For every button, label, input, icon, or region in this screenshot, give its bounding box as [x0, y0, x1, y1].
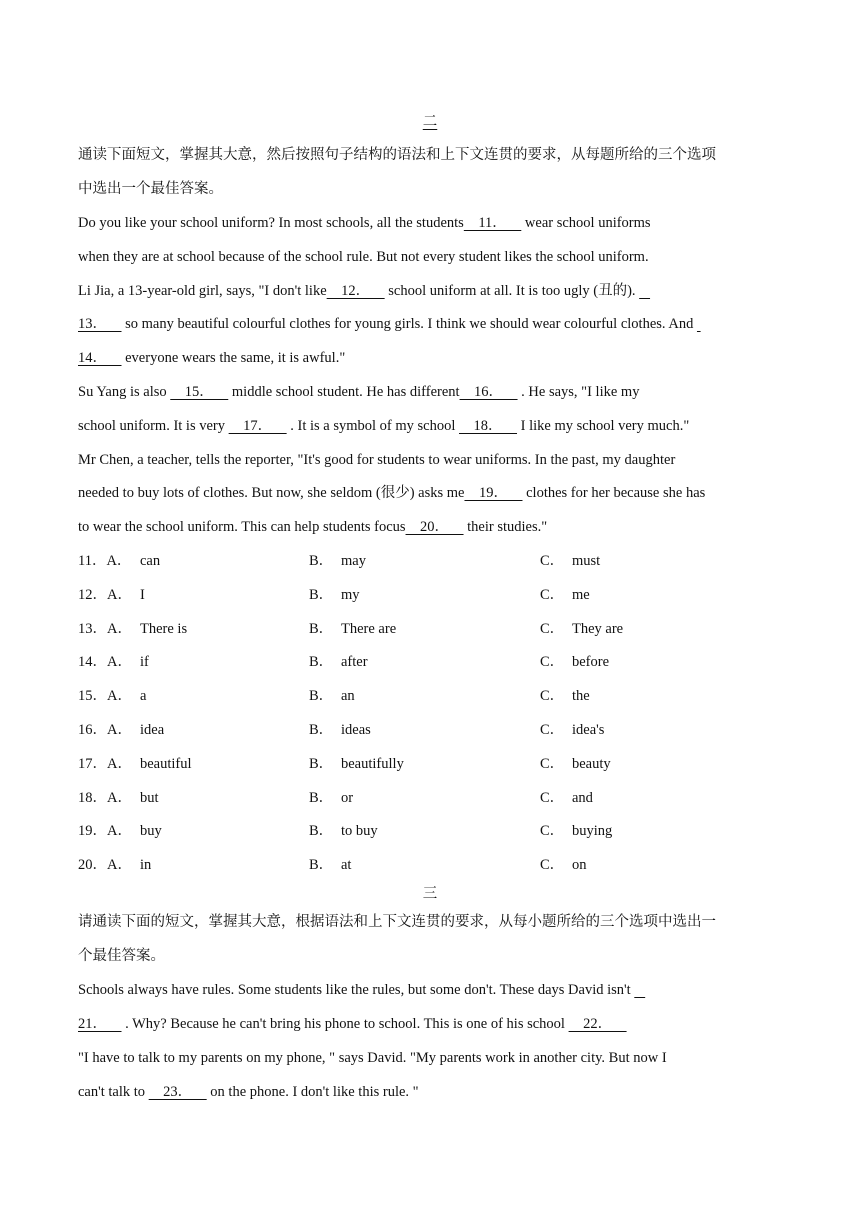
- passage-text: middle school student. He has different: [228, 384, 460, 400]
- section-3-instruction: 请通读下面的短文，掌握其大意，根据语法和上下文连贯的要求，从每小题所给的三个选项中选出一: [78, 914, 716, 930]
- option-b[interactable]: [309, 855, 351, 875]
- option-b[interactable]: [309, 619, 396, 639]
- passage-text: needed to buy lots of clothes. But now, she seldom (很少) asks me: [78, 485, 465, 502]
- section-2-passage-line: [78, 517, 547, 537]
- option-text: idea: [140, 722, 165, 738]
- option-a[interactable]: [78, 788, 159, 808]
- option-a[interactable]: [78, 821, 162, 841]
- option-text: beautiful: [140, 755, 192, 772]
- section-3-passage-line: [78, 1014, 627, 1034]
- answer-blank: 21．: [78, 1016, 122, 1032]
- option-text: at: [341, 857, 352, 874]
- option-b[interactable]: [309, 686, 355, 706]
- option-text: if: [140, 654, 149, 671]
- option-text: or: [341, 789, 354, 806]
- section-2-heading: 二: [422, 114, 438, 130]
- option-text: before: [572, 654, 610, 671]
- option-letter: B．: [309, 823, 334, 840]
- option-c[interactable]: [540, 788, 593, 808]
- option-a[interactable]: [78, 855, 151, 875]
- option-letter: B．: [309, 620, 334, 637]
- option-text: idea's: [572, 722, 605, 738]
- option-letter: C．: [540, 586, 565, 603]
- option-a[interactable]: [78, 585, 145, 605]
- option-letter: B．: [309, 857, 334, 874]
- option-text: must: [572, 553, 601, 569]
- option-letter: C．: [540, 789, 565, 806]
- passage-text: when they are at school because of the school rule. But not every student likes the school uniform.: [78, 248, 649, 265]
- section-2-passage-line: [78, 247, 649, 267]
- section-2-instruction-cont: 中选出一个最佳答案。: [78, 181, 223, 197]
- option-c[interactable]: [540, 585, 590, 605]
- section-3-passage-line: [78, 1082, 419, 1102]
- option-text: after: [341, 654, 368, 671]
- section-2-instruction: 通读下面短文，掌握其大意，然后按照句子结构的语法和上下文连贯的要求，从每题所给的三个选项: [78, 147, 716, 163]
- answer-blank: [639, 283, 650, 299]
- option-c[interactable]: [540, 619, 623, 639]
- question-number: 13．A．: [78, 620, 132, 637]
- option-b[interactable]: [309, 788, 353, 808]
- passage-text: . He says, "I like my: [517, 384, 640, 400]
- answer-blank: 16．: [459, 384, 518, 400]
- option-text: a: [140, 688, 147, 705]
- option-c[interactable]: [540, 855, 587, 875]
- option-text: buy: [140, 823, 162, 840]
- section-3-passage-line: [78, 980, 645, 1000]
- option-letter: B．: [309, 586, 334, 603]
- option-c[interactable]: [540, 686, 590, 706]
- option-text: I: [140, 586, 145, 603]
- passage-text: Li Jia, a 13-year-old girl, says, "I don't like: [78, 282, 327, 299]
- section-2-passage-line: [78, 450, 675, 470]
- section-3-instruction-cont: 个最佳答案。: [78, 948, 165, 964]
- option-letter: C．: [540, 553, 565, 569]
- answer-blank: 23．: [148, 1084, 207, 1100]
- option-text: buying: [572, 823, 613, 840]
- option-letter: C．: [540, 823, 565, 840]
- passage-text: school uniform. It is very: [78, 417, 229, 434]
- option-letter: C．: [540, 620, 565, 637]
- option-b[interactable]: [309, 754, 404, 774]
- option-text: me: [572, 586, 590, 603]
- option-text: my: [341, 586, 360, 603]
- passage-text: on the phone. I don't like this rule. ": [206, 1084, 419, 1100]
- section-2-passage-line: [78, 314, 701, 334]
- option-c[interactable]: [540, 821, 612, 841]
- section-2-passage-line: [78, 483, 705, 503]
- answer-blank: 19．: [464, 485, 523, 502]
- option-c[interactable]: [540, 652, 609, 672]
- answer-blank: 13．: [78, 316, 122, 333]
- option-text: may: [341, 553, 366, 569]
- passage-text: their studies.": [463, 519, 548, 536]
- passage-text: to wear the school uniform. This can help students focus: [78, 519, 406, 536]
- passage-text: so many beautiful colourful clothes for young girls. I think we should wear colourful clothes. And: [121, 316, 697, 333]
- passage-text: Mr Chen, a teacher, tells the reporter, "It's good for students to wear uniforms. In the past, my daughter: [78, 451, 676, 468]
- answer-blank: 11．: [463, 215, 522, 231]
- passage-text: wear school uniforms: [521, 215, 651, 231]
- question-number: 16．A．: [78, 722, 132, 738]
- section-3-heading: 三: [422, 886, 438, 902]
- option-text: in: [140, 857, 152, 874]
- answer-blank: [634, 982, 645, 998]
- section-2-passage-line: [78, 281, 650, 301]
- option-a[interactable]: [78, 619, 187, 639]
- passage-text: everyone wears the same, it is awful.": [121, 350, 346, 367]
- section-2-passage-line: [78, 348, 345, 368]
- option-a[interactable]: [78, 720, 164, 740]
- option-text: and: [572, 789, 593, 806]
- question-number: 18．A．: [78, 789, 132, 806]
- option-b[interactable]: [309, 720, 371, 740]
- option-b[interactable]: [309, 821, 378, 841]
- answer-blank: 14．: [78, 350, 122, 367]
- option-letter: B．: [309, 688, 334, 705]
- section-2-passage-line: [78, 382, 639, 402]
- option-letter: C．: [540, 755, 565, 772]
- option-letter: C．: [540, 654, 565, 671]
- option-text: ideas: [341, 722, 371, 738]
- answer-blank: 20．: [405, 519, 464, 536]
- answer-blank: 15．: [170, 384, 229, 400]
- option-text: an: [341, 688, 355, 705]
- question-number: 11．A．: [78, 553, 132, 569]
- passage-text: . It is a symbol of my school: [286, 417, 460, 434]
- option-text: to buy: [341, 823, 378, 840]
- passage-text: clothes for her because she has: [522, 485, 706, 502]
- option-c[interactable]: [540, 754, 611, 774]
- option-b[interactable]: [309, 551, 366, 571]
- option-a[interactable]: [78, 652, 149, 672]
- option-text: on: [572, 857, 587, 874]
- question-number: 12．A．: [78, 586, 132, 603]
- passage-text: "I have to talk to my parents on my phone, " says David. "My parents work in another city. But now I: [78, 1050, 667, 1066]
- option-letter: C．: [540, 722, 565, 738]
- question-number: 17．A．: [78, 755, 132, 772]
- option-letter: B．: [309, 722, 334, 738]
- question-number: 14．A．: [78, 654, 132, 671]
- answer-blank: 17．: [228, 417, 287, 434]
- option-b[interactable]: [309, 652, 368, 672]
- answer-blank: 12．: [326, 282, 385, 299]
- option-b[interactable]: [309, 585, 360, 605]
- passage-text: school uniform at all. It is too ugly (丑的).: [384, 282, 640, 299]
- passage-text: Do you like your school uniform? In most schools, all the students: [78, 215, 464, 231]
- question-number: 15．A．: [78, 688, 132, 705]
- question-number: 20．A．: [78, 857, 132, 874]
- section-2-passage-line: [78, 416, 689, 436]
- option-a[interactable]: [78, 551, 160, 571]
- option-text: the: [572, 688, 590, 705]
- option-text: but: [140, 789, 159, 806]
- section-2-passage-line: [78, 213, 651, 233]
- answer-blank: 22．: [568, 1016, 627, 1032]
- option-text: They are: [572, 620, 624, 637]
- passage-text: can't talk to: [78, 1084, 149, 1100]
- passage-text: Su Yang is also: [78, 384, 171, 400]
- option-letter: C．: [540, 857, 565, 874]
- option-text: There is: [140, 620, 188, 637]
- option-text: beautifully: [341, 755, 404, 772]
- section-3-passage-line: [78, 1048, 667, 1068]
- option-letter: B．: [309, 789, 334, 806]
- option-letter: B．: [309, 553, 334, 569]
- passage-text: I like my school very much.": [517, 417, 690, 434]
- option-letter: B．: [309, 654, 334, 671]
- passage-text: . Why? Because he can't bring his phone to school. This is one of his school: [121, 1016, 569, 1032]
- option-a[interactable]: [78, 754, 192, 774]
- option-text: There are: [341, 620, 397, 637]
- option-c[interactable]: [540, 551, 600, 571]
- passage-text: Schools always have rules. Some students like the rules, but some don't. These days David isn't: [78, 982, 635, 998]
- answer-blank: 18．: [459, 417, 518, 434]
- option-letter: C．: [540, 688, 565, 705]
- option-text: can: [140, 553, 161, 569]
- option-c[interactable]: [540, 720, 604, 740]
- option-a[interactable]: [78, 686, 146, 706]
- option-letter: B．: [309, 755, 334, 772]
- option-text: beauty: [572, 755, 611, 772]
- question-number: 19．A．: [78, 823, 132, 840]
- answer-blank: [697, 316, 701, 332]
